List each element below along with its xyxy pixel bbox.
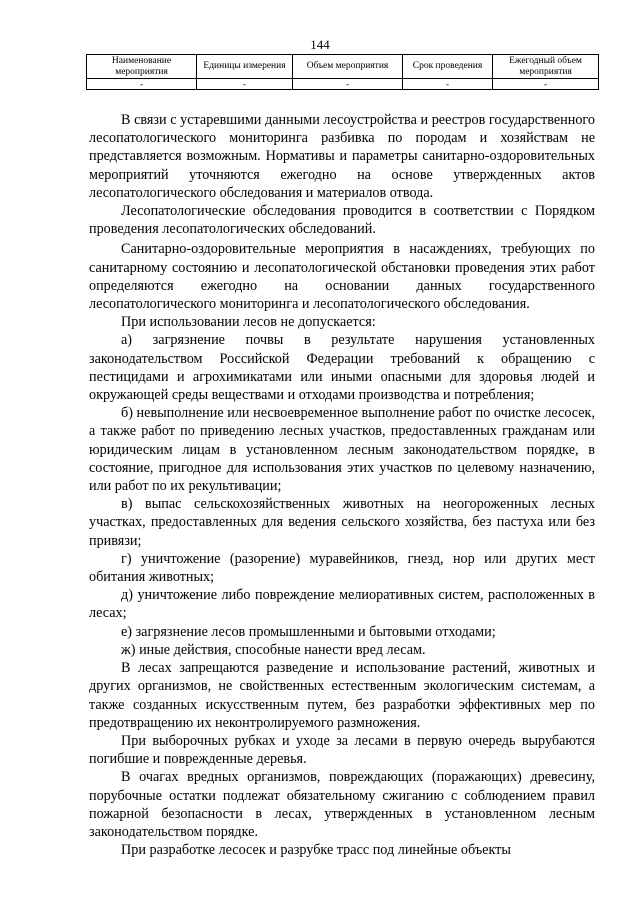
paragraph: В связи с устаревшими данными лесоустройства и реестров государственного лесопатологического мониторинга разбивка по породам и хозяйствам не представляется возможным. Нормативы и параметры санитарно-оздоровительных мероприятий уточняются ежегодно на основе утвержденных актов лесопатологического обследования и материалов отвода. (89, 112, 595, 201)
table-header-cell: Ежегодный объем мероприятия (493, 55, 599, 79)
table-row (87, 79, 599, 90)
table-cell: - (87, 79, 197, 90)
table-header-cell: Объем мероприятия (293, 55, 403, 79)
paragraph: При выборочных рубках и уходе за лесами в первую очередь вырубаются погибшие и поврежденные деревья. (89, 732, 595, 768)
list-item: е) загрязнение лесов промышленными и бытовыми отходами; (121, 623, 496, 640)
list-item: в) выпас сельскохозяйственных животных на неогороженных лесных участках, предоставленных для ведения сельского хозяйства, без пастуха или без привязи; (89, 496, 595, 549)
list-item: ж) иные действия, способные нанести вред лесам. (121, 641, 426, 658)
paragraph: Санитарно-оздоровительные мероприятия в насаждениях, требующих по санитарному состоянию и лесопатологической обстановки проведения этих работ определяются ежегодно на основании данных государственного лесопатологического мониторинга и лесопатологического обследования. (89, 241, 595, 313)
document-body (89, 111, 595, 859)
table-cell: - (293, 79, 403, 90)
table-cell: - (403, 79, 493, 90)
list-item: г) уничтожение (разорение) муравейников, гнезд, нор или других мест обитания животных; (89, 550, 595, 586)
measures-table (86, 54, 599, 90)
list-item: д) уничтожение либо повреждение мелиоративных систем, расположенных в лесах; (89, 587, 595, 622)
table-cell: - (197, 79, 293, 90)
paragraph: В очагах вредных организмов, повреждающих (поражающих) древесину, порубочные остатки подлежат обязательному сжиганию с соблюдением правил пожарной безопасности в лесах, утвержденных в установленном лесным законодательством порядке. (89, 769, 595, 840)
page-number: 144 (310, 37, 330, 52)
table-cell: - (493, 79, 599, 90)
list-item: б) невыполнение или несвоевременное выполнение работ по очистке лесосек, а также работ по приведению лесных участков, предоставленных гражданам или юридическим лицам в установленном лесным законодательством порядке, в состояние, пригодное для использования этих участков по целевому назначению, или работ по их рекультивации; (89, 405, 595, 495)
list-item: а) загрязнение почвы в результате нарушения установленных законодательством Российской Федерации требований к обращению с пестицидами и агрохимикатами или иными опасными для здоровья людей и окружающей среды веществами и отходами производства и потребления; (89, 332, 595, 404)
paragraph: Лесопатологические обследования проводится в соответствии с Порядком проведения лесопатологических обследований. (89, 203, 595, 238)
table-header-cell: Наименование мероприятия (87, 55, 197, 79)
paragraph: При использовании лесов не допускается: (121, 314, 376, 331)
table-header-cell: Срок проведения (403, 55, 493, 79)
paragraph: При разработке лесосек и разрубке трасс под линейные объекты (121, 842, 511, 859)
table-header-row (87, 55, 599, 79)
table-header-cell: Единицы измерения (197, 55, 293, 79)
paragraph: В лесах запрещаются разведение и использование растений, животных и других организмов, не свойственных естественным экологическим системам, а также созданных искусственным путем, без разработки эффективных мер по предотвращению их неконтролируемого размножения. (89, 660, 595, 731)
